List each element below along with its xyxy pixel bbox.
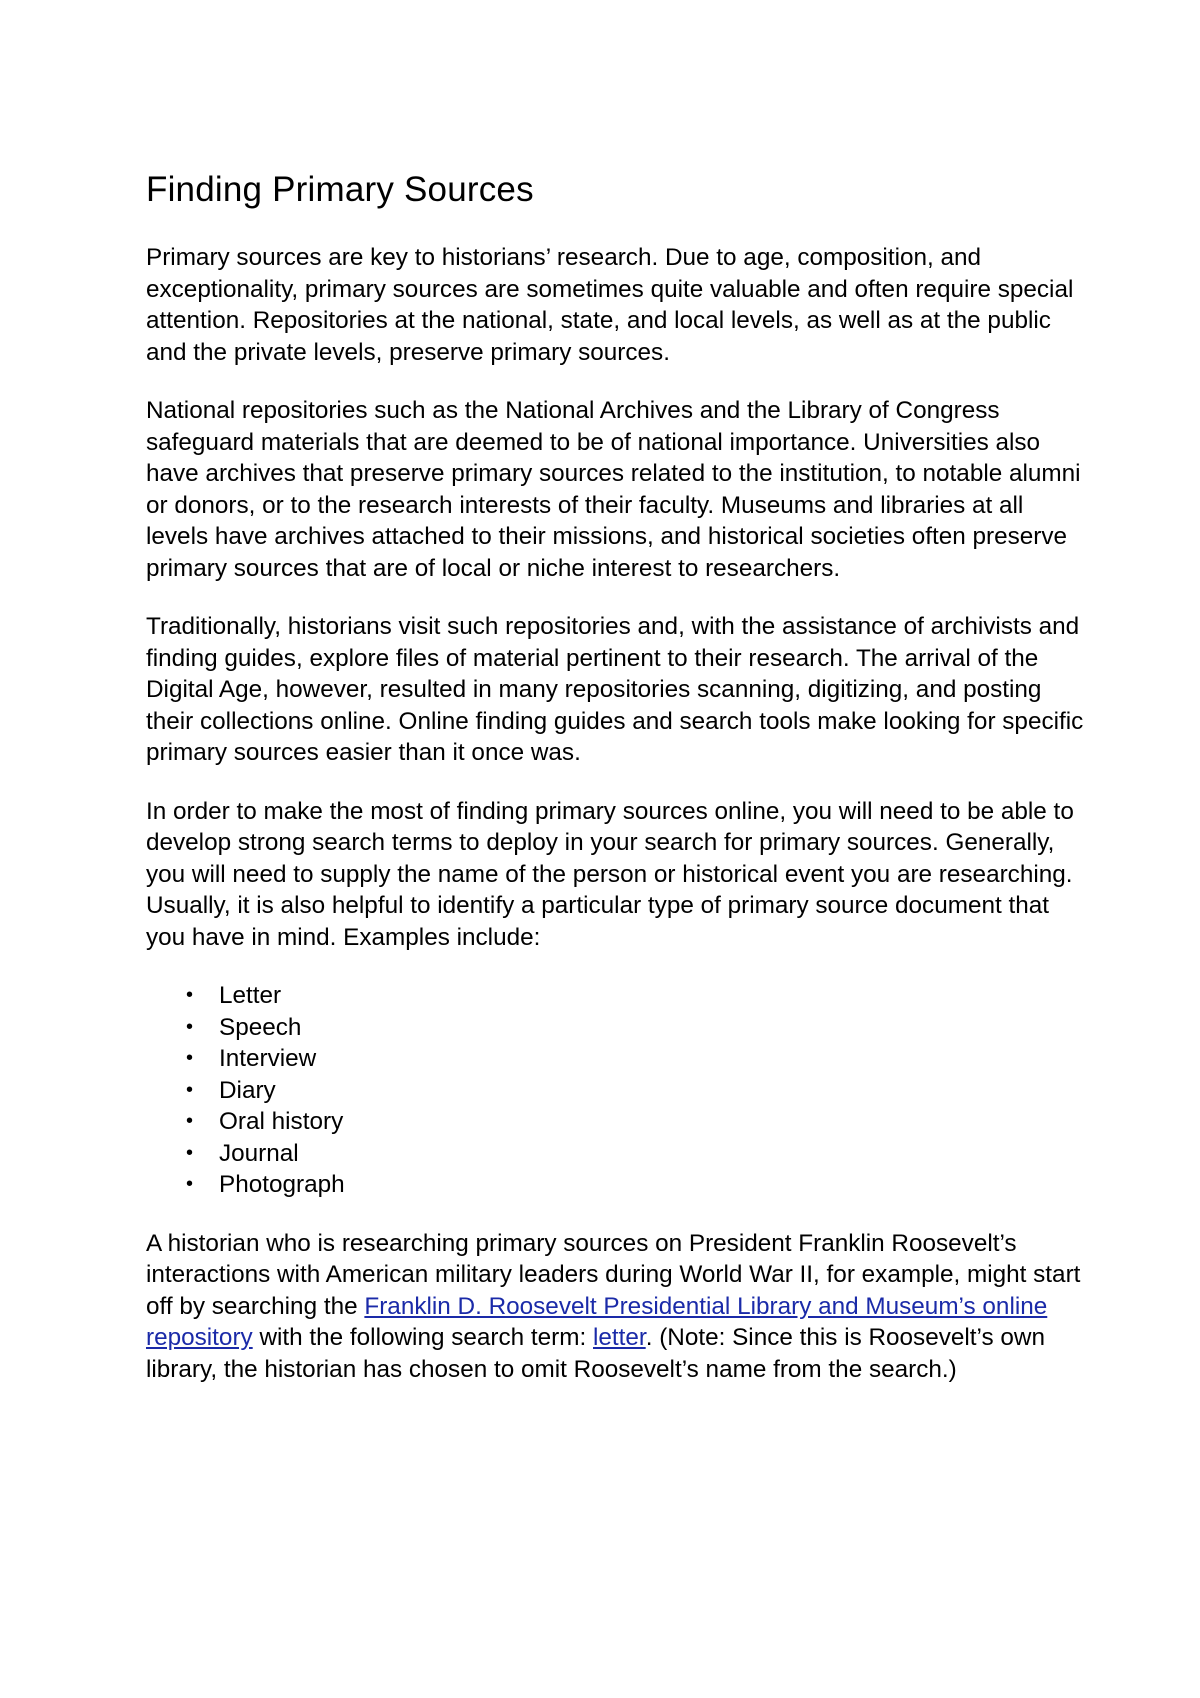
list-item-label: Photograph xyxy=(219,1171,345,1198)
paragraph-example-search xyxy=(146,1228,1086,1386)
document-page xyxy=(146,170,1086,1412)
list-item xyxy=(146,1075,1086,1107)
bullet-icon: • xyxy=(186,1015,194,1038)
list-item xyxy=(146,1012,1086,1044)
list-item xyxy=(146,1169,1086,1201)
paragraph-repositories: National repositories such as the National Archives and the Library of Congress safeguard materials that are deemed to be of national importance. Universities also have archives that preserve primary sources related to the institution, to notable alumni or donors, or to the research interests of their faculty. Museums and libraries at all levels have archives attached to their missions, and historical societies often preserve primary sources that are of local or niche interest to researchers. xyxy=(146,397,1081,582)
bullet-icon: • xyxy=(186,1141,194,1164)
example-text-before-link: A historian who is researching primary sources on President Franklin Roosevelt’s interactions with American military leaders during World War II, for example, might start off by searching the xyxy=(146,1229,1081,1320)
list-item xyxy=(146,1043,1086,1075)
examples-list xyxy=(146,980,1086,1201)
bullet-icon: • xyxy=(186,1078,194,1101)
list-item-label: Diary xyxy=(219,1076,276,1104)
paragraph-search-terms: In order to make the most of finding primary sources online, you will need to be able to develop strong search terms to deploy in your search for primary sources. Generally, you will need to supply the name of the person or historical event you are researching. Usually, it is also helpful to identify a particular type of primary source document that you have in mind. Examples include: xyxy=(146,797,1074,951)
list-item-label: Letter xyxy=(219,982,282,1009)
list-item-label: Speech xyxy=(219,1013,302,1041)
paragraph-traditional-research: Traditionally, historians visit such repositories and, with the assistance of archivists and finding guides, explore files of material pertinent to their research. The arrival of the Digital Age, however, resulted in many repositories scanning, digitizing, and posting their collections online. Online finding guides and search tools make looking for specific primary sources easier than it once was. xyxy=(146,613,1084,766)
example-text-after: . (Note: Since this is Roosevelt’s own library, the historian has chosen to omit Roosevelt’s name from the search.) xyxy=(146,1324,1045,1383)
letter-search-link[interactable]: letter xyxy=(593,1324,646,1351)
example-text-middle: with the following search term: xyxy=(252,1324,593,1351)
list-item xyxy=(146,980,1086,1012)
bullet-icon: • xyxy=(186,1173,194,1195)
fdr-library-link[interactable]: Franklin D. Roosevelt Presidential Library and Museum’s online repository xyxy=(146,1292,1048,1351)
paragraph-intro: Primary sources are key to historians’ research. Due to age, composition, and exceptionality, primary sources are sometimes quite valuable and often require special attention. Repositories at the national, state, and local levels, as well as at the public and the private levels, preserve primary sources. xyxy=(146,244,1074,366)
list-item xyxy=(146,1106,1086,1138)
list-item-label: Oral history xyxy=(219,1108,344,1135)
page-title: Finding Primary Sources xyxy=(146,170,534,209)
list-item-label: Journal xyxy=(219,1139,299,1167)
bullet-icon: • xyxy=(186,1110,194,1132)
bullet-icon: • xyxy=(186,1047,194,1069)
bullet-icon: • xyxy=(186,984,194,1006)
list-item xyxy=(146,1138,1086,1170)
list-item-label: Interview xyxy=(219,1045,317,1072)
